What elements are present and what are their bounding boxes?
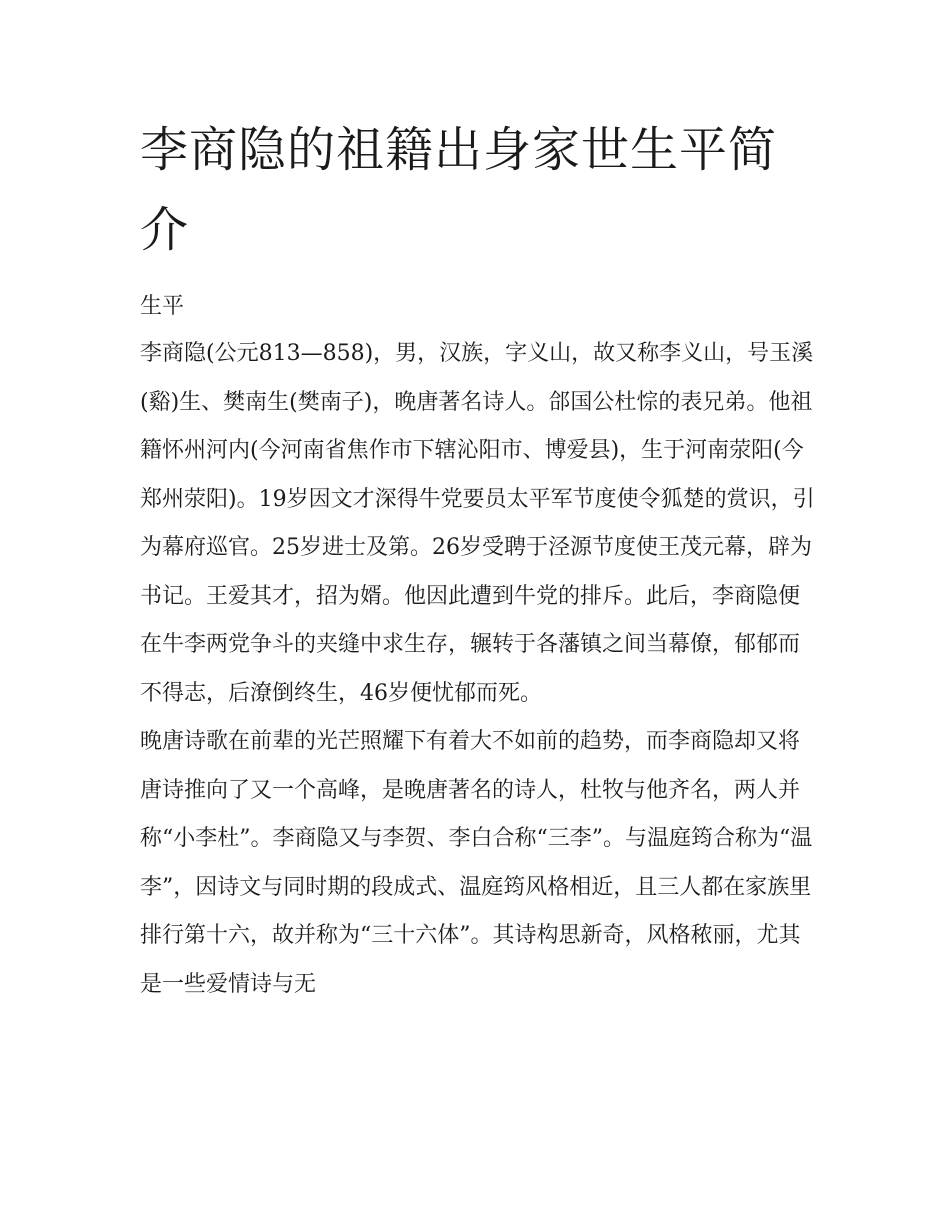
document-page <box>140 110 815 1009</box>
page-title: 李商隐的祖籍出身家世生平简介 <box>140 122 778 258</box>
paragraph-poetry: 晚唐诗歌在前辈的光芒照耀下有着大不如前的趋势，而李商隐却又将唐诗推向了又一个高峰，是晚唐著名的诗人，杜牧与他齐名，两人并称“小李杜”。李商隐又与李贺、李白合称“三李”。与温庭筠合称为“温李”，因诗文与同时期的段成式、温庭筠风格相近，且三人都在家族里排行第十六，故并称为“三十六体”。其诗构思新奇，风格秾丽，尤其是一些爱情诗与无 <box>140 729 813 997</box>
paragraph-biography: 李商隐(公元813—858)，男，汉族，字义山，故又称李义山，号玉溪(谿)生、樊南生(樊南子)，晚唐著名诗人。郃国公杜悰的表兄弟。他祖籍怀州河内(今河南省焦作市下辖沁阳市、博爱县)，生于河南荥阳(今郑州荥阳)。19岁因文才深得牛党要员太平军节度使令狐楚的赏识，引为幕府巡官。25岁进士及第。26岁受聘于泾源节度使王茂元幕，辟为书记。王爱其才，招为婿。他因此遭到牛党的排斥。此后，李商隐便在牛李两党争斗的夹缝中求生存，辗转于各藩镇之间当幕僚，郁郁而不得志，后潦倒终生，46岁便忧郁而死。 <box>140 341 815 706</box>
section-heading: 生平 <box>140 294 185 319</box>
